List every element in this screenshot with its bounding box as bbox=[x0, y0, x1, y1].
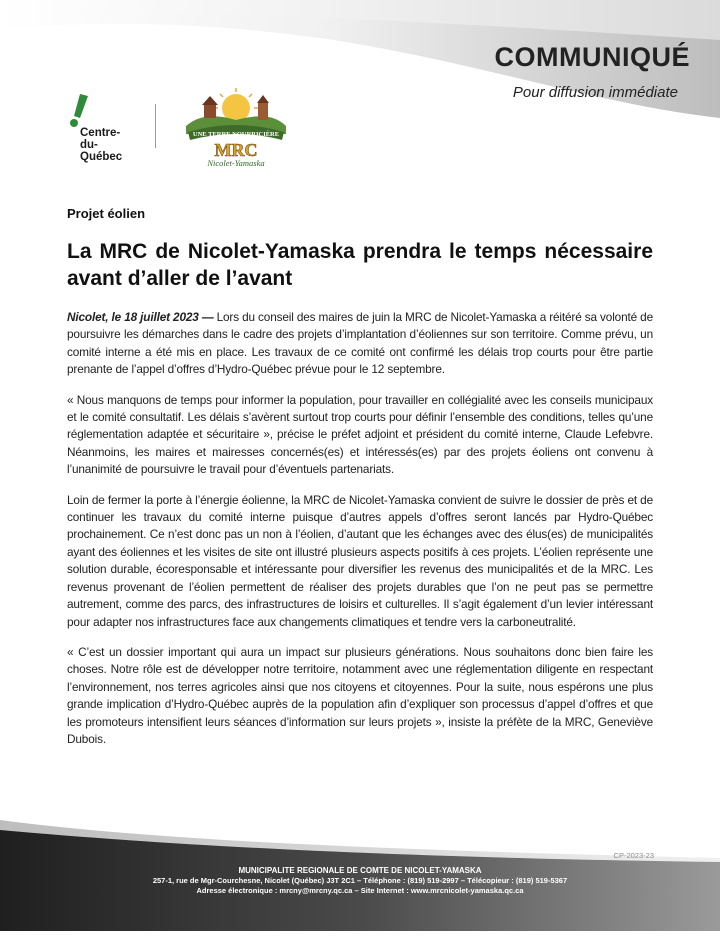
article-headline: La MRC de Nicolet-Yamaska prendra le temps nécessaire avant d’aller de l’avant bbox=[67, 240, 653, 290]
footer-contact bbox=[0, 866, 720, 896]
mrc-name-text: MRC bbox=[214, 140, 258, 160]
cdq-line-3: Québec bbox=[80, 151, 123, 163]
logo-exclamation-bar bbox=[74, 94, 88, 118]
article-dateline: Nicolet, le 18 juillet 2023 — bbox=[67, 310, 214, 324]
article bbox=[67, 206, 653, 761]
article-kicker: Projet éolien bbox=[67, 206, 146, 221]
footer-address: 257-1, rue de Mgr-Courchesne, Nicolet (Québec) J3T 2C1 – Téléphone : (819) 519-2997 – Télécopieur : (819) 519-5367 bbox=[152, 876, 568, 885]
paragraph-1-text: Lors du conseil des maires de juin la MRC de Nicolet-Yamaska a réitéré sa volonté de poursuivre les démarches dans le cadre des projets d’implantation d’éoliennes sur son territoire. Comme prévu, un comité interne a été mis en place. Les travaux de ce comité ont confirmé les délais trop courts pour être partie prenante de l’appel d’offres d’Hydro-Québec prévue pour le 12 septembre. bbox=[67, 310, 653, 377]
mrc-nicolet-yamaska-logo bbox=[182, 86, 290, 168]
centre-du-quebec-wordmark bbox=[80, 127, 122, 163]
mrc-script-text: Nicolet-Yamaska bbox=[207, 158, 265, 168]
logo-exclamation-dot bbox=[70, 119, 78, 127]
document-subtitle: Pour diffusion immédiate bbox=[512, 84, 678, 101]
footer-org: MUNICIPALITE REGIONALE DE COMTE DE NICOLET-YAMASKA bbox=[238, 866, 482, 875]
mrc-banner-text: UNE TERRE NOURRICIÈRE bbox=[192, 131, 280, 138]
reference-code: CP-2023-23 bbox=[613, 851, 654, 860]
article-paragraph-1 bbox=[67, 309, 653, 379]
cdq-line-2: du- bbox=[80, 139, 98, 151]
article-paragraph-3: Loin de fermer la porte à l’énergie éolienne, la MRC de Nicolet-Yamaska convient de suivre le dossier de près et de continuer les travaux du comité interne puisque d’autres appels d’offres seront lancés par Hydro-Québec prochainement. Ce n’est donc pas un non à l’éolien, d’autant que les échanges avec des élus(es) de municipalités ayant des éoliennes et les visites de site ont illustré plusieurs aspects positifs à ces projets. L’éolien représente une solution durable, écoresponsable et intéressante pour diversifier les revenus des municipalités et de la MRC. Les revenus provenant de l’éolien permettent de réaliser des projets durables que l’on ne peut pas se permettre autrement, comme des parcs, des infrastructures de loisirs et culturelles. Il s’agit également d’un levier intéressant pour adapter nos infrastructures face aux changements climatiques et tendre vers la carboneutralité. bbox=[67, 492, 653, 629]
footer-web: Adresse électronique : mrcny@mrcny.qc.ca – Site Internet : www.mrcnicolet-yamaska.qc.ca bbox=[196, 886, 524, 895]
document-title: COMMUNIQUÉ bbox=[494, 42, 690, 72]
article-paragraph-4: « C’est un dossier important qui aura un impact sur plusieurs générations. Nous souhaitons donc bien faire les choses. Notre rôle est de développer notre territoire, notamment avec une réglementation diligente en respectant l’environnement, nos terres agricoles ainsi que nos citoyens et citoyennes. Pour la suite, nous espérons une plus grande implication d’Hydro-Québec auprès de la population afin d’expliquer son processus d’appel d’offres et que les promoteurs intensifient leurs séances d’information sur leurs projets », insiste la préfète de la MRC, Geneviève Dubois. bbox=[67, 644, 653, 746]
cdq-line-1: Centre- bbox=[80, 127, 121, 139]
logo-divider bbox=[155, 104, 156, 148]
article-paragraph-2: « Nous manquons de temps pour informer la population, pour travailler en collégialité avec les conseils municipaux et le comité consultatif. Les délais s’avèrent surtout trop courts pour définir l’ensemble des conditions, telles qu’une réglementation adaptée et sécuritaire », précise le préfet adjoint et président du comité interne, Claude Lefebvre. Néanmoins, les maires et mairesses concernés(es) et intéressés(es) par des projets éoliens ont convenu à l’unanimité de poursuivre le travail pour d’éventuels partenariats. bbox=[67, 392, 653, 477]
